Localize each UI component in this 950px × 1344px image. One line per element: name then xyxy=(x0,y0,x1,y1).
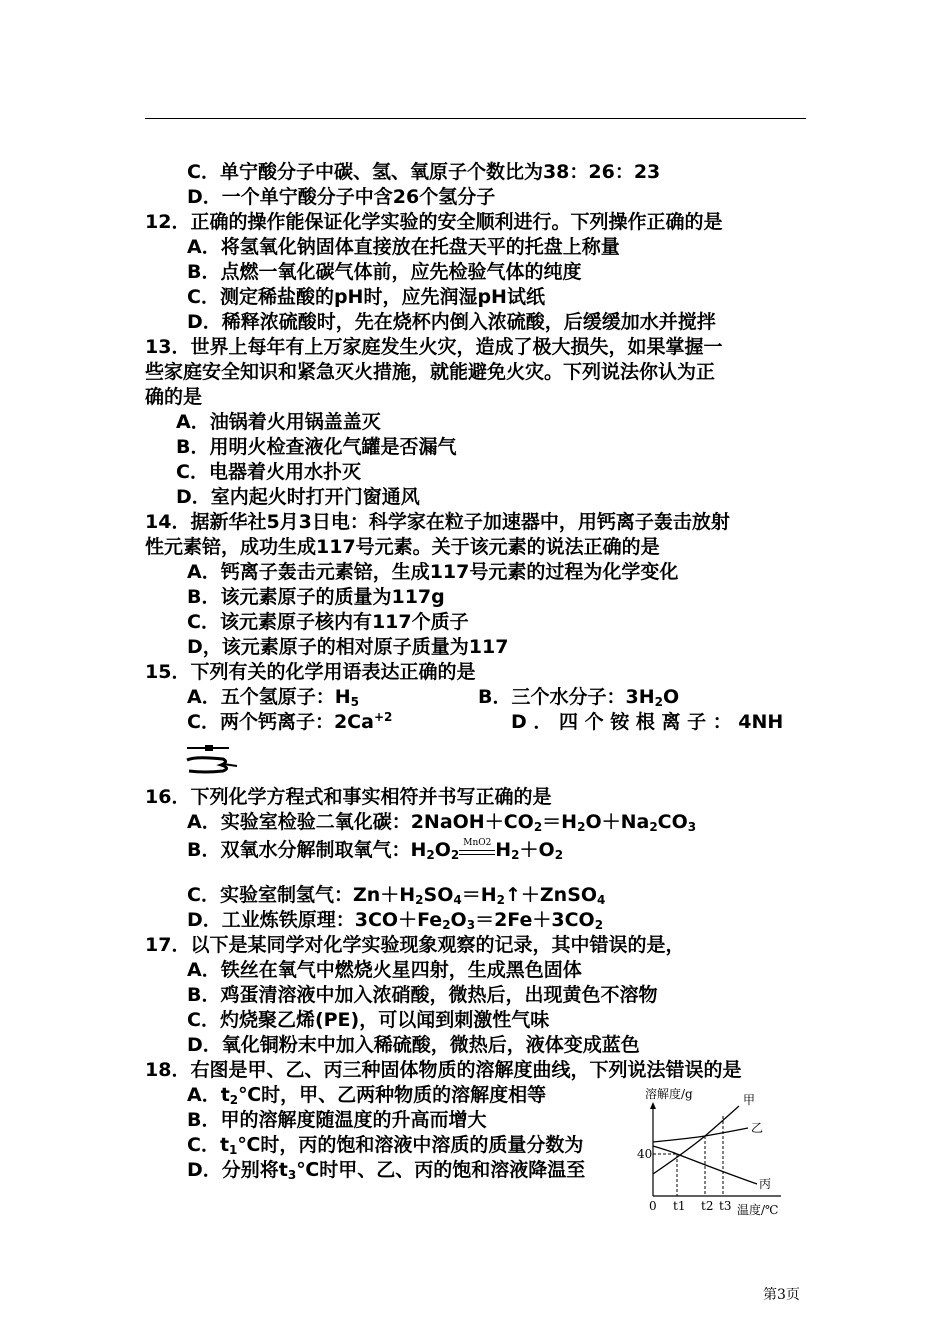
q12-option-c: C．测定稀盐酸的pH时，应先润湿pH试纸 xyxy=(187,286,545,308)
q17-option-a: A．铁丝在氧气中燃烧火星四射，生成黑色固体 xyxy=(187,959,582,981)
q18-option-c: C．$t_1℃$时，丙的饱和溶液中溶质的质量分数为 xyxy=(187,1134,584,1157)
q18-option-b: B．甲的溶解度随温度的升高而增大 xyxy=(187,1109,487,1131)
q16-stem: 16．下列化学方程式和事实相符并书写正确的是 xyxy=(145,786,552,808)
x-tick-t2: t2 xyxy=(701,1199,714,1213)
q16-option-a: A．实验室检验二氧化碳：$2NaOH+CO_2=H_2O+Na_2CO_3$ xyxy=(187,811,697,834)
q15-option-b: B．三个水分子：$3H_2O$ xyxy=(478,686,680,709)
page-number: 第3页 xyxy=(763,1287,800,1303)
series-label-yi: 乙 xyxy=(751,1121,764,1135)
q13-stem-line-3: 确的是 xyxy=(145,386,203,408)
series-label-bing: 丙 xyxy=(759,1177,772,1191)
q17-stem: 17．以下是某同学对化学实验现象观察的记录，其中错误的是， xyxy=(145,934,685,956)
series-label-jia: 甲 xyxy=(743,1093,756,1107)
q17-option-b: B．鸡蛋清溶液中加入浓硝酸，微热后，出现黄色不溶物 xyxy=(187,984,658,1006)
q12-option-a: A．将氢氧化钠固体直接放在托盘天平的托盘上称量 xyxy=(187,236,620,258)
q14-option-d: D，该元素原子的相对原子质量为117 xyxy=(187,636,509,658)
catalyst-equals-sign: MnO2 xyxy=(459,841,495,861)
q14-stem-line-2: 性元素锫，成功生成117号元素。关于该元素的说法正确的是 xyxy=(145,536,660,558)
q12-option-b: B．点燃一氧化碳气体前，应先检验气体的纯度 xyxy=(187,261,582,283)
q18-option-d: D．分别将$t_3℃$时甲、乙、丙的饱和溶液降温至 xyxy=(187,1159,586,1182)
x-tick-t1: t1 xyxy=(673,1199,686,1213)
q12-stem: 12．正确的操作能保证化学实验的安全顺利进行。下列操作正确的是 xyxy=(145,211,723,233)
q14-option-b: B．该元素原子的质量为117g xyxy=(187,586,445,608)
q12-option-d: D．稀释浓硫酸时，先在烧杯内倒入浓硫酸，后缓缓加水并搅拌 xyxy=(187,311,716,333)
y-axis-arrow xyxy=(650,1102,656,1109)
cropped-formula-fragment xyxy=(185,742,245,776)
q13-option-c: C．电器着火用水扑灭 xyxy=(176,461,361,483)
q14-stem-line-1: 14．据新华社5月3日电：科学家在粒子加速器中，用钙离子轰击放射 xyxy=(145,511,730,533)
q14-option-a: A．钙离子轰击元素锫，生成117号元素的过程为化学变化 xyxy=(187,561,679,583)
origin-label: 0 xyxy=(649,1199,657,1213)
solubility-chart xyxy=(633,1088,793,1218)
q15-option-a: A．五个氢原子：$H_5$ xyxy=(187,686,359,709)
q17-option-c: C．灼烧聚乙烯(PE)，可以闻到刺激性气味 xyxy=(187,1009,550,1031)
x-axis-label: 温度/℃ xyxy=(737,1203,779,1217)
q16-option-b: B．双氧水分解制取氧气：$H_2O_2$ MnO2 $H_2+O_2$ xyxy=(187,837,564,862)
y-axis-label: 溶解度/g xyxy=(645,1088,693,1101)
q17-option-d: D．氧化铜粉末中加入稀硫酸，微热后，液体变成蓝色 xyxy=(187,1034,640,1056)
q14-option-c: C．该元素原子核内有117个质子 xyxy=(187,611,469,633)
q13-option-b: B．用明火检查液化气罐是否漏气 xyxy=(176,436,457,458)
q13-stem-line-2: 些家庭安全知识和紧急灭火措施，就能避免火灾。下列说法你认为正 xyxy=(145,361,716,383)
q15-option-c: C．两个钙离子：$2Ca^{+2}$ xyxy=(187,710,393,733)
q13-option-d: D．室内起火时打开门窗通风 xyxy=(176,486,420,508)
x-tick-t3: t3 xyxy=(719,1199,732,1213)
q18-option-a: A．$t_2℃$时，甲、乙两种物质的溶解度相等 xyxy=(187,1084,547,1107)
curve-jia xyxy=(653,1106,739,1174)
y-tick-40: 40 xyxy=(637,1147,653,1161)
header-rule xyxy=(145,118,806,119)
q16-option-c: C．实验室制氢气：$Zn+H_2SO_4=H_2↑+ZnSO_4$ xyxy=(187,884,606,907)
q11-option-c: C．单宁酸分子中碳、氢、氧原子个数比为38：26：23 xyxy=(187,161,661,183)
q18-stem: 18．右图是甲、乙、丙三种固体物质的溶解度曲线，下列说法错误的是 xyxy=(145,1059,742,1081)
q13-stem-line-1: 13．世界上每年有上万家庭发生火灾，造成了极大损失，如果掌握一 xyxy=(145,336,723,358)
q16-option-d: D．工业炼铁原理：$3CO+Fe_2O_3=2Fe+3CO_2$ xyxy=(187,909,604,932)
q15-stem: 15．下列有关的化学用语表达正确的是 xyxy=(145,661,476,683)
q11-option-d: D．一个单宁酸分子中含26个氢分子 xyxy=(187,186,496,208)
q13-option-a: A．油锅着火用锅盖盖灭 xyxy=(176,411,381,433)
q15-option-d: D ． 四 个 铵 根 离 子 ： 4NH xyxy=(511,711,784,733)
